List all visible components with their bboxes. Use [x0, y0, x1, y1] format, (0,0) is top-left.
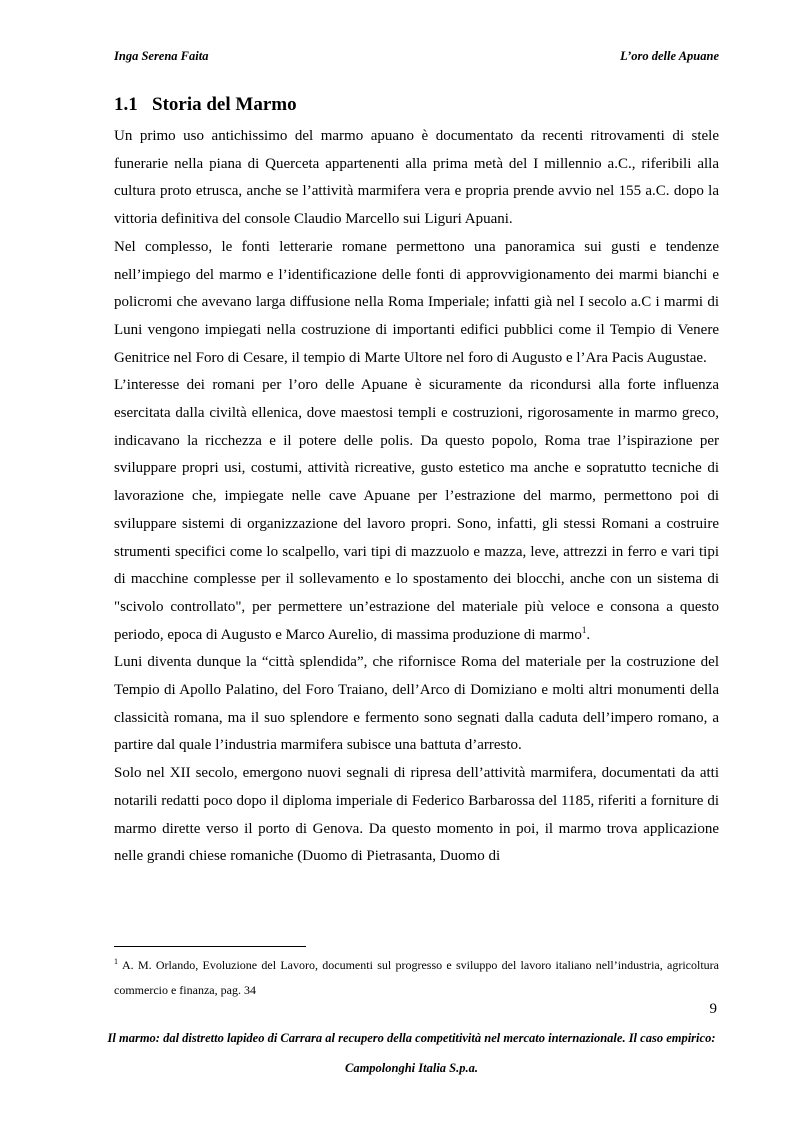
running-footer	[70, 1023, 753, 1083]
footnote-text: A. M. Orlando, Evoluzione del Lavoro, documenti sul progresso e sviluppo del lavoro italiano nell’industria, agricoltura commercio e finanza, pag. 34	[114, 958, 719, 997]
paragraph-end: .	[586, 626, 591, 643]
paragraph: Nel complesso, le fonti letterarie romane permettono una panoramica sui gusti e tendenze nell’impiego del marmo e l’identificazione delle fonti di approvvigionamento dei marmi bianchi e policromi che avevano larga diffusione nella Roma Imperiale; infatti già nel I secolo a.C i marmi di Luni vengono impiegati nella costruzione di importanti edifici pubblici come il Tempio di Venere Genitrice nel Foro di Cesare, il tempio di Marte Ultore nel foro di Augusto e l’Ara Pacis Augustae.	[114, 238, 719, 366]
section-heading	[114, 93, 297, 117]
footer-line-1: Il marmo: dal distretto lapideo di Carrara al recupero della competitività nel mercato internazionale. Il caso empirico:	[107, 1031, 716, 1045]
section-number: 1.1	[114, 94, 138, 115]
footnote-divider	[114, 946, 306, 947]
header-author: Inga Serena Faita	[114, 49, 209, 63]
body-text	[114, 123, 719, 871]
footer-line-2: Campolonghi Italia S.p.a.	[344, 1061, 479, 1075]
section-title: Storia del Marmo	[152, 94, 297, 115]
paragraph: Un primo uso antichissimo del marmo apuano è documentato da recenti ritrovamenti di stele funerarie nella piana di Querceta appartenenti alla prima metà del I millennio a.C., riferibili alla cultura proto etrusca, anche se l’attività marmifera vera e propria prende avvio nel 155 a.C. dopo la vittoria definitiva del console Claudio Marcello sui Liguri Apuani.	[114, 128, 719, 228]
footnote	[114, 953, 719, 1003]
paragraph	[114, 372, 719, 649]
paragraph: Solo nel XII secolo, emergono nuovi segnali di ripresa dell’attività marmifera, documentati da atti notarili redatti poco dopo il diploma imperiale di Federico Barbarossa del 1185, riferiti a forniture di marmo dirette verso il porto di Genova. Da questo momento in poi, il marmo trova applicazione nelle grandi chiese romaniche (Duomo di Pietrasanta, Duomo di	[114, 765, 719, 865]
paragraph: Luni diventa dunque la “città splendida”, che rifornisce Roma del materiale per la costruzione del Tempio di Apollo Palatino, del Foro Traiano, dell’Arco di Domiziano e molti altri monumenti della classicità romana, ma il suo splendore e fermento sono segnati dalla caduta dell’impero romano, a partire dal quale l’industria marmifera subisce una battuta d’arresto.	[114, 654, 719, 754]
header-book-title: L’oro delle Apuane	[620, 49, 719, 63]
paragraph-text: L’interesse dei romani per l’oro delle Apuane è sicuramente da ricondursi alla forte influenza esercitata dalla civiltà ellenica, dove maestosi templi e costruzioni, rigorosamente in marmo greco, indicavano la ricchezza e il potere delle polis. Da questo popolo, Roma trae l’ispirazione per sviluppare propri usi, costumi, attività ricreative, gusto estetico ma anche e sopratutto tecniche di lavorazione che, impiegate nelle cave Apuane per l’estrazione del marmo, permettono poi di sviluppare sistemi di organizzazione del lavoro propri. Sono, infatti, gli stessi Romani a costruire strumenti specifici come lo scalpello, vari tipi di mazzuolo e mazza, leve, attrezzi in ferro e vari tipi di macchine complesse per il sollevamento e lo spostamento dei blocchi, anche con un sistema di "scivolo controllato", per permettere un’estrazione del materiale più veloce e consona a questo periodo, epoca di Augusto e Marco Aurelio, di massima produzione di marmo	[114, 377, 719, 643]
page-number: 9	[709, 1001, 717, 1017]
footnote-reference[interactable]: 1	[581, 624, 587, 635]
footnote-mark: 1	[114, 957, 118, 966]
